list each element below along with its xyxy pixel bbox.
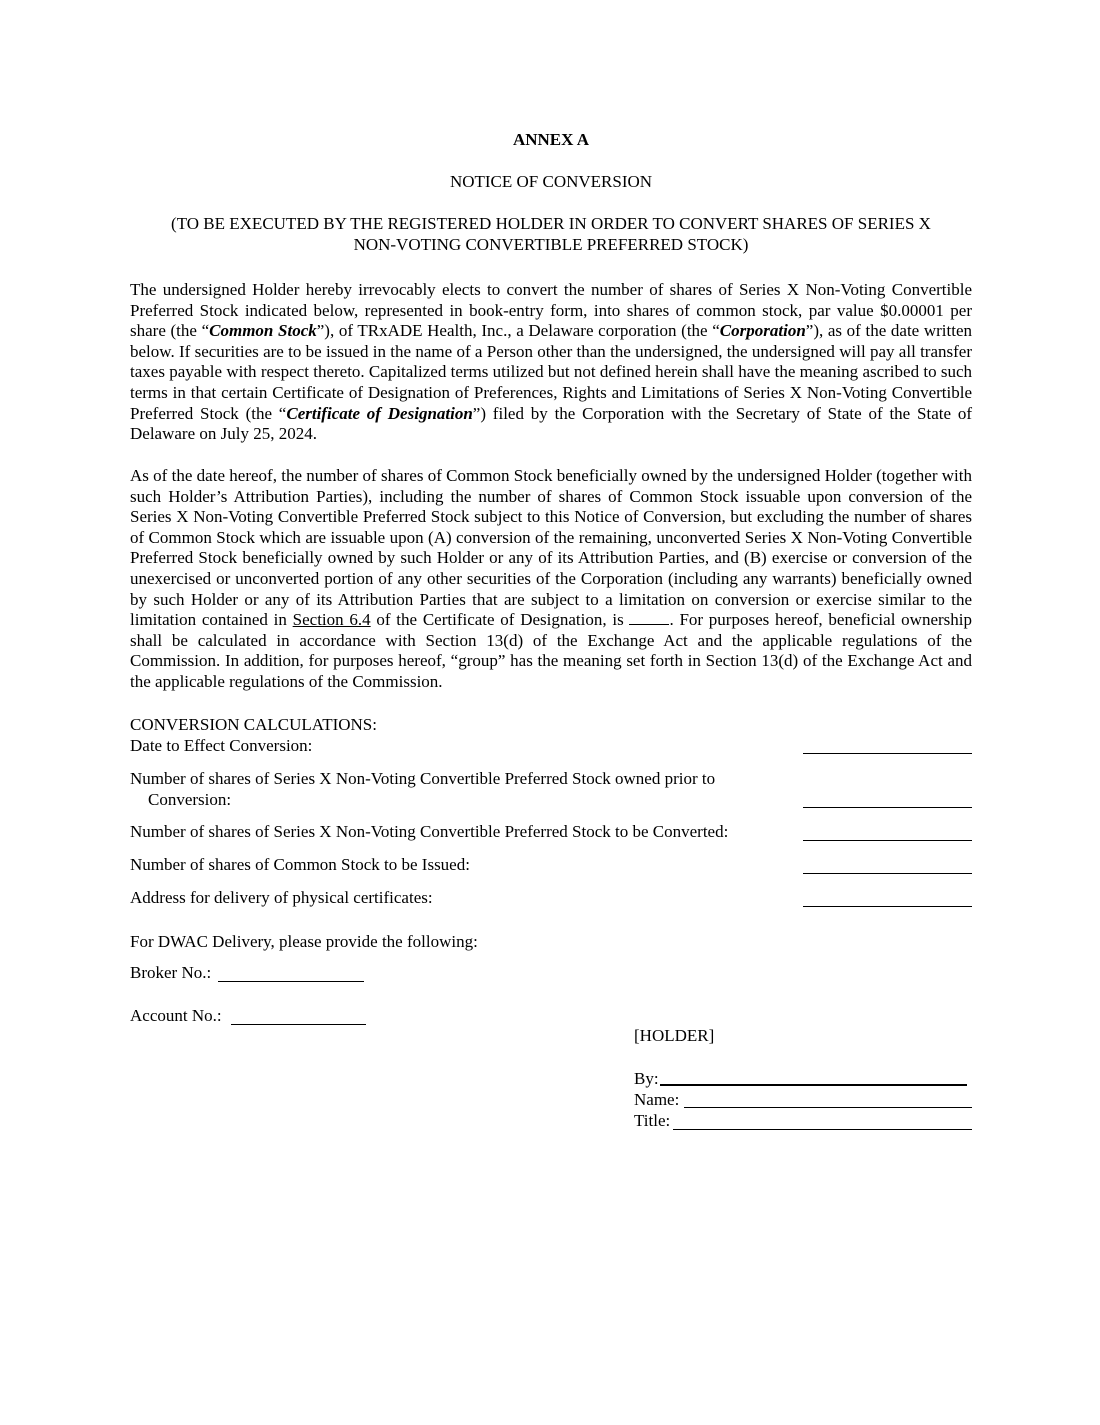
p1-text-3: ”), as of the date written below. If securities are to be issued in the name of a Person other than the undersigned, the undersigned will pay all transfer taxes payable with respect thereto. Capitalized terms utilized but not defined herein shall have the meaning ascribed to such terms in that certain Certificate of Designation of Preferences, Rights and Limitations of Series X Non-Voting Convertible Preferred Stock (the “ <box>130 321 973 423</box>
term-corporation: Corporation <box>719 321 806 341</box>
address-blank-field[interactable] <box>803 906 972 907</box>
instruction-line-1: (TO BE EXECUTED BY THE REGISTERED HOLDER IN ORDER TO CONVERT SHARES OF SERIES X <box>171 214 931 233</box>
name-label: Name: <box>634 1090 680 1109</box>
election-paragraph <box>130 280 972 445</box>
annex-title: ANNEX A <box>512 130 590 149</box>
by-label: By: <box>634 1069 659 1088</box>
broker-blank-field[interactable] <box>218 981 364 982</box>
address-label: Address for delivery of physical certificates: <box>130 888 433 907</box>
instruction-line-2: NON-VOTING CONVERTIBLE PREFERRED STOCK) <box>353 234 749 254</box>
term-certificate-of-designation: Certificate of Designation <box>286 403 473 423</box>
account-label: Account No.: <box>130 1006 222 1025</box>
converted-label: Number of shares of Series X Non-Voting Convertible Preferred Stock to be Converted: <box>130 822 729 841</box>
conversion-heading: CONVERSION CALCULATIONS: <box>130 715 377 734</box>
p1-text-4: ”) filed by the Corporation with the Secretary of State of the State of Delaware on July 25, 2024. <box>130 403 972 444</box>
p2-text-2: of the Certificate of Designation, is <box>370 610 630 630</box>
date-blank-field[interactable] <box>803 753 972 754</box>
p1-text-1: The undersigned Holder hereby irrevocably elects to convert the number of shares of Series X Non-Voting Convertible Preferred Stock indicated below, represented in book-entry form, into shares of common stock, par value $0.00001 per share (the “ <box>130 280 972 341</box>
common-issued-label: Number of shares of Common Stock to be Issued: <box>130 855 470 874</box>
notice-title: NOTICE OF CONVERSION <box>449 172 653 191</box>
title-line[interactable] <box>673 1129 972 1130</box>
holder-label: [HOLDER] <box>634 1026 715 1045</box>
common-issued-blank-field[interactable] <box>803 873 972 874</box>
title-label: Title: <box>634 1111 671 1130</box>
account-blank-field[interactable] <box>231 1024 366 1025</box>
ownership-blank-field[interactable] <box>629 610 669 625</box>
by-signature-line[interactable] <box>660 1084 967 1086</box>
name-line[interactable] <box>684 1107 972 1108</box>
owned-label-line-1: Number of shares of Series X Non-Voting Convertible Preferred Stock owned prior to <box>130 769 716 788</box>
dwac-heading: For DWAC Delivery, please provide the following: <box>130 932 478 951</box>
converted-blank-field[interactable] <box>803 840 972 841</box>
term-common-stock: Common Stock <box>209 321 317 341</box>
broker-label: Broker No.: <box>130 963 212 982</box>
section-reference: Section 6.4 <box>292 610 371 630</box>
owned-label <box>130 769 790 810</box>
ownership-paragraph <box>130 466 972 693</box>
p2-text-3: . For purposes hereof, beneficial ownership shall be calculated in accordance with Section 13(d) of the Exchange Act and the applicable regulations of the Commission. In addition, for purposes hereof, “group” has the meaning set forth in Section 13(d) of the Exchange Act and the applicable regulations of the Commission. <box>130 610 972 691</box>
p1-text-2: ”), of TRxADE Health, Inc., a Delaware corporation (the “ <box>316 321 720 341</box>
owned-label-line-2: Conversion: <box>148 789 232 809</box>
date-label: Date to Effect Conversion: <box>130 736 313 755</box>
owned-blank-field[interactable] <box>803 807 972 808</box>
execution-instruction <box>130 214 972 255</box>
p2-text-1: As of the date hereof, the number of shares of Common Stock beneficially owned by the undersigned Holder (together with such Holder’s Attribution Parties), including the number of shares of Common Stock issuable upon conversion of the Series X Non-Voting Convertible Preferred Stock subject to this Notice of Conversion, but excluding the number of shares of Common Stock which are issuable upon (A) conversion of the remaining, unconverted Series X Non-Voting Convertible Preferred Stock beneficially owned by such Holder or any of its Attribution Parties, and (B) exercise or conversion of the unexercised or unconverted portion of any other securities of the Corporation (including any warrants) beneficially owned by such Holder or any of its Attribution Parties that are subject to a limitation on conversion or exercise similar to the limitation contained in <box>130 466 972 630</box>
